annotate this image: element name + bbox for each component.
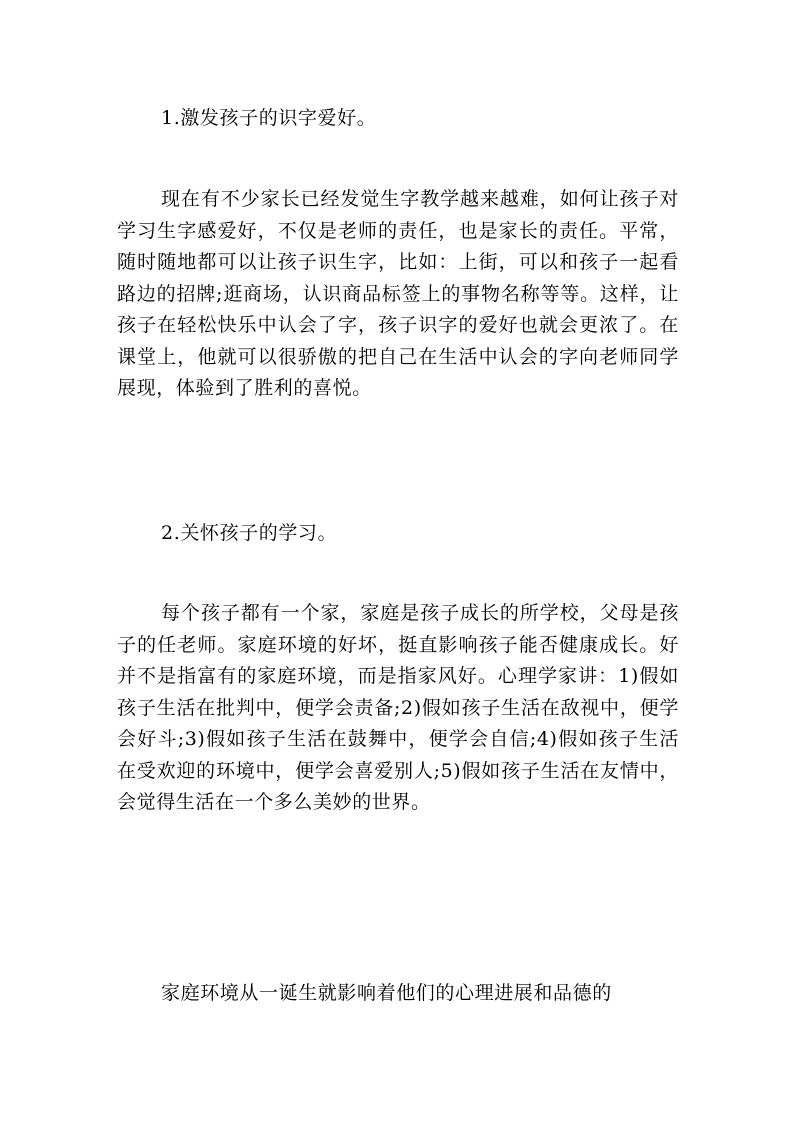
section-paragraph-3: 家庭环境从一诞生就影响着他们的心理进展和品德的 [161, 982, 612, 1004]
section-heading-1: 1.激发孩子的识字爱好。 [161, 107, 377, 129]
section-heading-2: 2.关怀孩子的学习。 [161, 522, 338, 544]
section-paragraph-1: 现在有不少家长已经发觉生字教学越来越难，如何让孩子对学习生字感爱好，不仅是老师的责任，也是家长的责任。平常，随时随地都可以让孩子识生字，比如：上街，可以和孩子一起看路边的招牌;逛商场，认识商品标签上的事物名称等等。这样，让孩子在轻松快乐中认会了字，孩子识字的爱好也就会更浓了。在课堂上，他就可以很骄傲的把自己在生活中认会的字向老师同学展现，体验到了胜利的喜悦。 [117, 188, 679, 399]
section-paragraph-2: 每个孩子都有一个家，家庭是孩子成长的所学校，父母是孩子的任老师。家庭环境的好坏，挺直影响孩子能否健康成长。好并不是指富有的家庭环境，而是指家风好。心理学家讲：1)假如孩子生活在批判中，便学会责备;2)假如孩子生活在敌视中，便学会好斗;3)假如孩子生活在鼓舞中，便学会自信;4)假如孩子生活在受欢迎的环境中，便学会喜爱别人;5)假如孩子生活在友情中，会觉得生活在一个多么美妙的世界。 [117, 602, 679, 813]
